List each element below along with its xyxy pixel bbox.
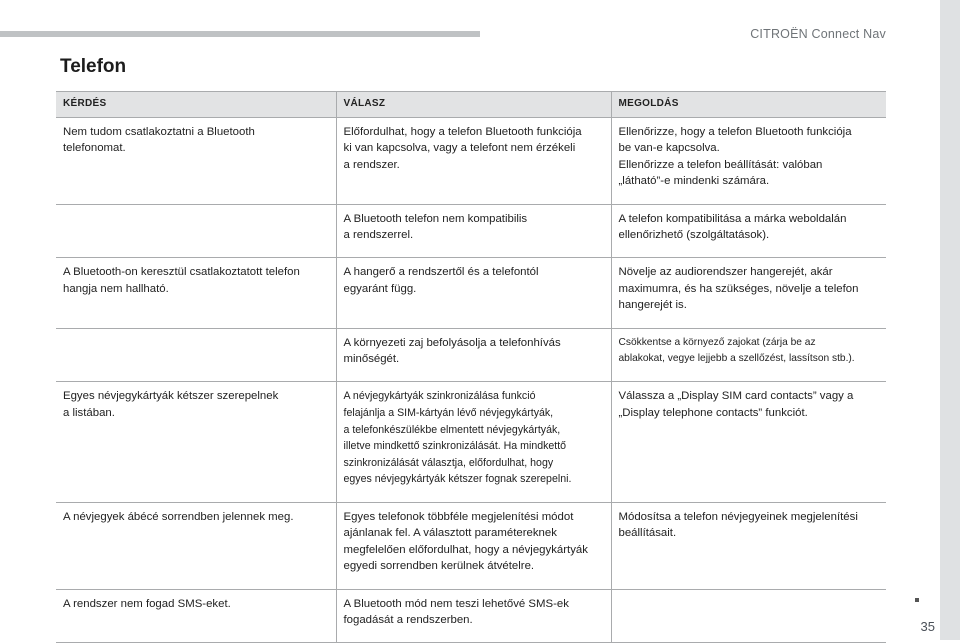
table-row <box>56 328 886 382</box>
solution-cell: A telefon kompatibilitása a márka weboldalán ellenőrizhető (szolgáltatások). <box>611 204 886 258</box>
answer-cell: A Bluetooth mód nem teszi lehetővé SMS-ek fogadását a rendszerben. <box>336 589 611 643</box>
page-marker-dot <box>915 598 919 602</box>
answer-cell: Egyes telefonok többféle megjelenítési módot ajánlanak fel. A választott paramétereknek megfelelően előfordulhat, hogy a névjegykártyák egyedi sorrendben kerülnek átvételre. <box>336 503 611 590</box>
table-row <box>56 503 886 590</box>
question-cell: Egyes névjegykártyák kétszer szerepelnek a listában. <box>56 382 336 503</box>
question-cell: Nem tudom csatlakoztatni a Bluetooth telefonomat. <box>56 118 336 205</box>
table-row <box>56 258 886 328</box>
answer-cell: A hangerő a rendszertől és a telefontól egyaránt függ. <box>336 258 611 328</box>
question-cell: A Bluetooth-on keresztül csatlakoztatott telefon hangja nem hallható. <box>56 258 336 328</box>
question-cell: A rendszer nem fogad SMS-eket. <box>56 589 336 643</box>
solution-cell: Növelje az audiorendszer hangerejét, akár maximumra, és ha szükséges, növelje a telefon hangerejét is. <box>611 258 886 328</box>
table-row <box>56 204 886 258</box>
page-number: 35 <box>920 619 935 634</box>
question-cell <box>56 328 336 382</box>
troubleshooting-table <box>56 91 886 643</box>
column-header-question: KÉRDÉS <box>56 92 336 118</box>
answer-cell: A névjegykártyák szinkronizálása funkció felajánlja a SIM-kártyán lévő névjegykártyák, a telefonkészülékbe elmentett névjegykártyák, illetve mindkettő szinkronizálását. Ha mindkettő szinkronizálását választja, előfordulhat, hogy egyes névjegykártyák kétszer fognak szerepelni. <box>336 382 611 503</box>
column-header-answer: VÁLASZ <box>336 92 611 118</box>
side-strip <box>940 0 960 640</box>
answer-cell: A Bluetooth telefon nem kompatibilis a rendszerrel. <box>336 204 611 258</box>
header-rule <box>0 31 480 37</box>
solution-cell: Válassza a „Display SIM card contacts” vagy a „Display telephone contacts” funkciót. <box>611 382 886 503</box>
solution-cell: Módosítsa a telefon névjegyeinek megjelenítési beállításait. <box>611 503 886 590</box>
table-row <box>56 118 886 205</box>
table-row <box>56 382 886 503</box>
solution-cell: Csökkentse a környező zajokat (zárja be az ablakokat, vegye lejjebb a szellőzést, lassítson stb.). <box>611 328 886 382</box>
question-cell <box>56 204 336 258</box>
answer-cell: A környezeti zaj befolyásolja a telefonhívás minőségét. <box>336 328 611 382</box>
page-title: Telefon <box>60 56 127 77</box>
table-header-row <box>56 92 886 118</box>
column-header-solution: MEGOLDÁS <box>611 92 886 118</box>
solution-cell <box>611 589 886 643</box>
question-cell: A névjegyek ábécé sorrendben jelennek meg. <box>56 503 336 590</box>
table-row <box>56 589 886 643</box>
answer-cell: Előfordulhat, hogy a telefon Bluetooth funkciója ki van kapcsolva, vagy a telefont nem érzékeli a rendszer. <box>336 118 611 205</box>
running-head: CITROËN Connect Nav <box>750 27 886 41</box>
solution-cell: Ellenőrizze, hogy a telefon Bluetooth funkciója be van-e kapcsolva. Ellenőrizze a telefon beállítását: valóban „látható”-e mindenki számára. <box>611 118 886 205</box>
